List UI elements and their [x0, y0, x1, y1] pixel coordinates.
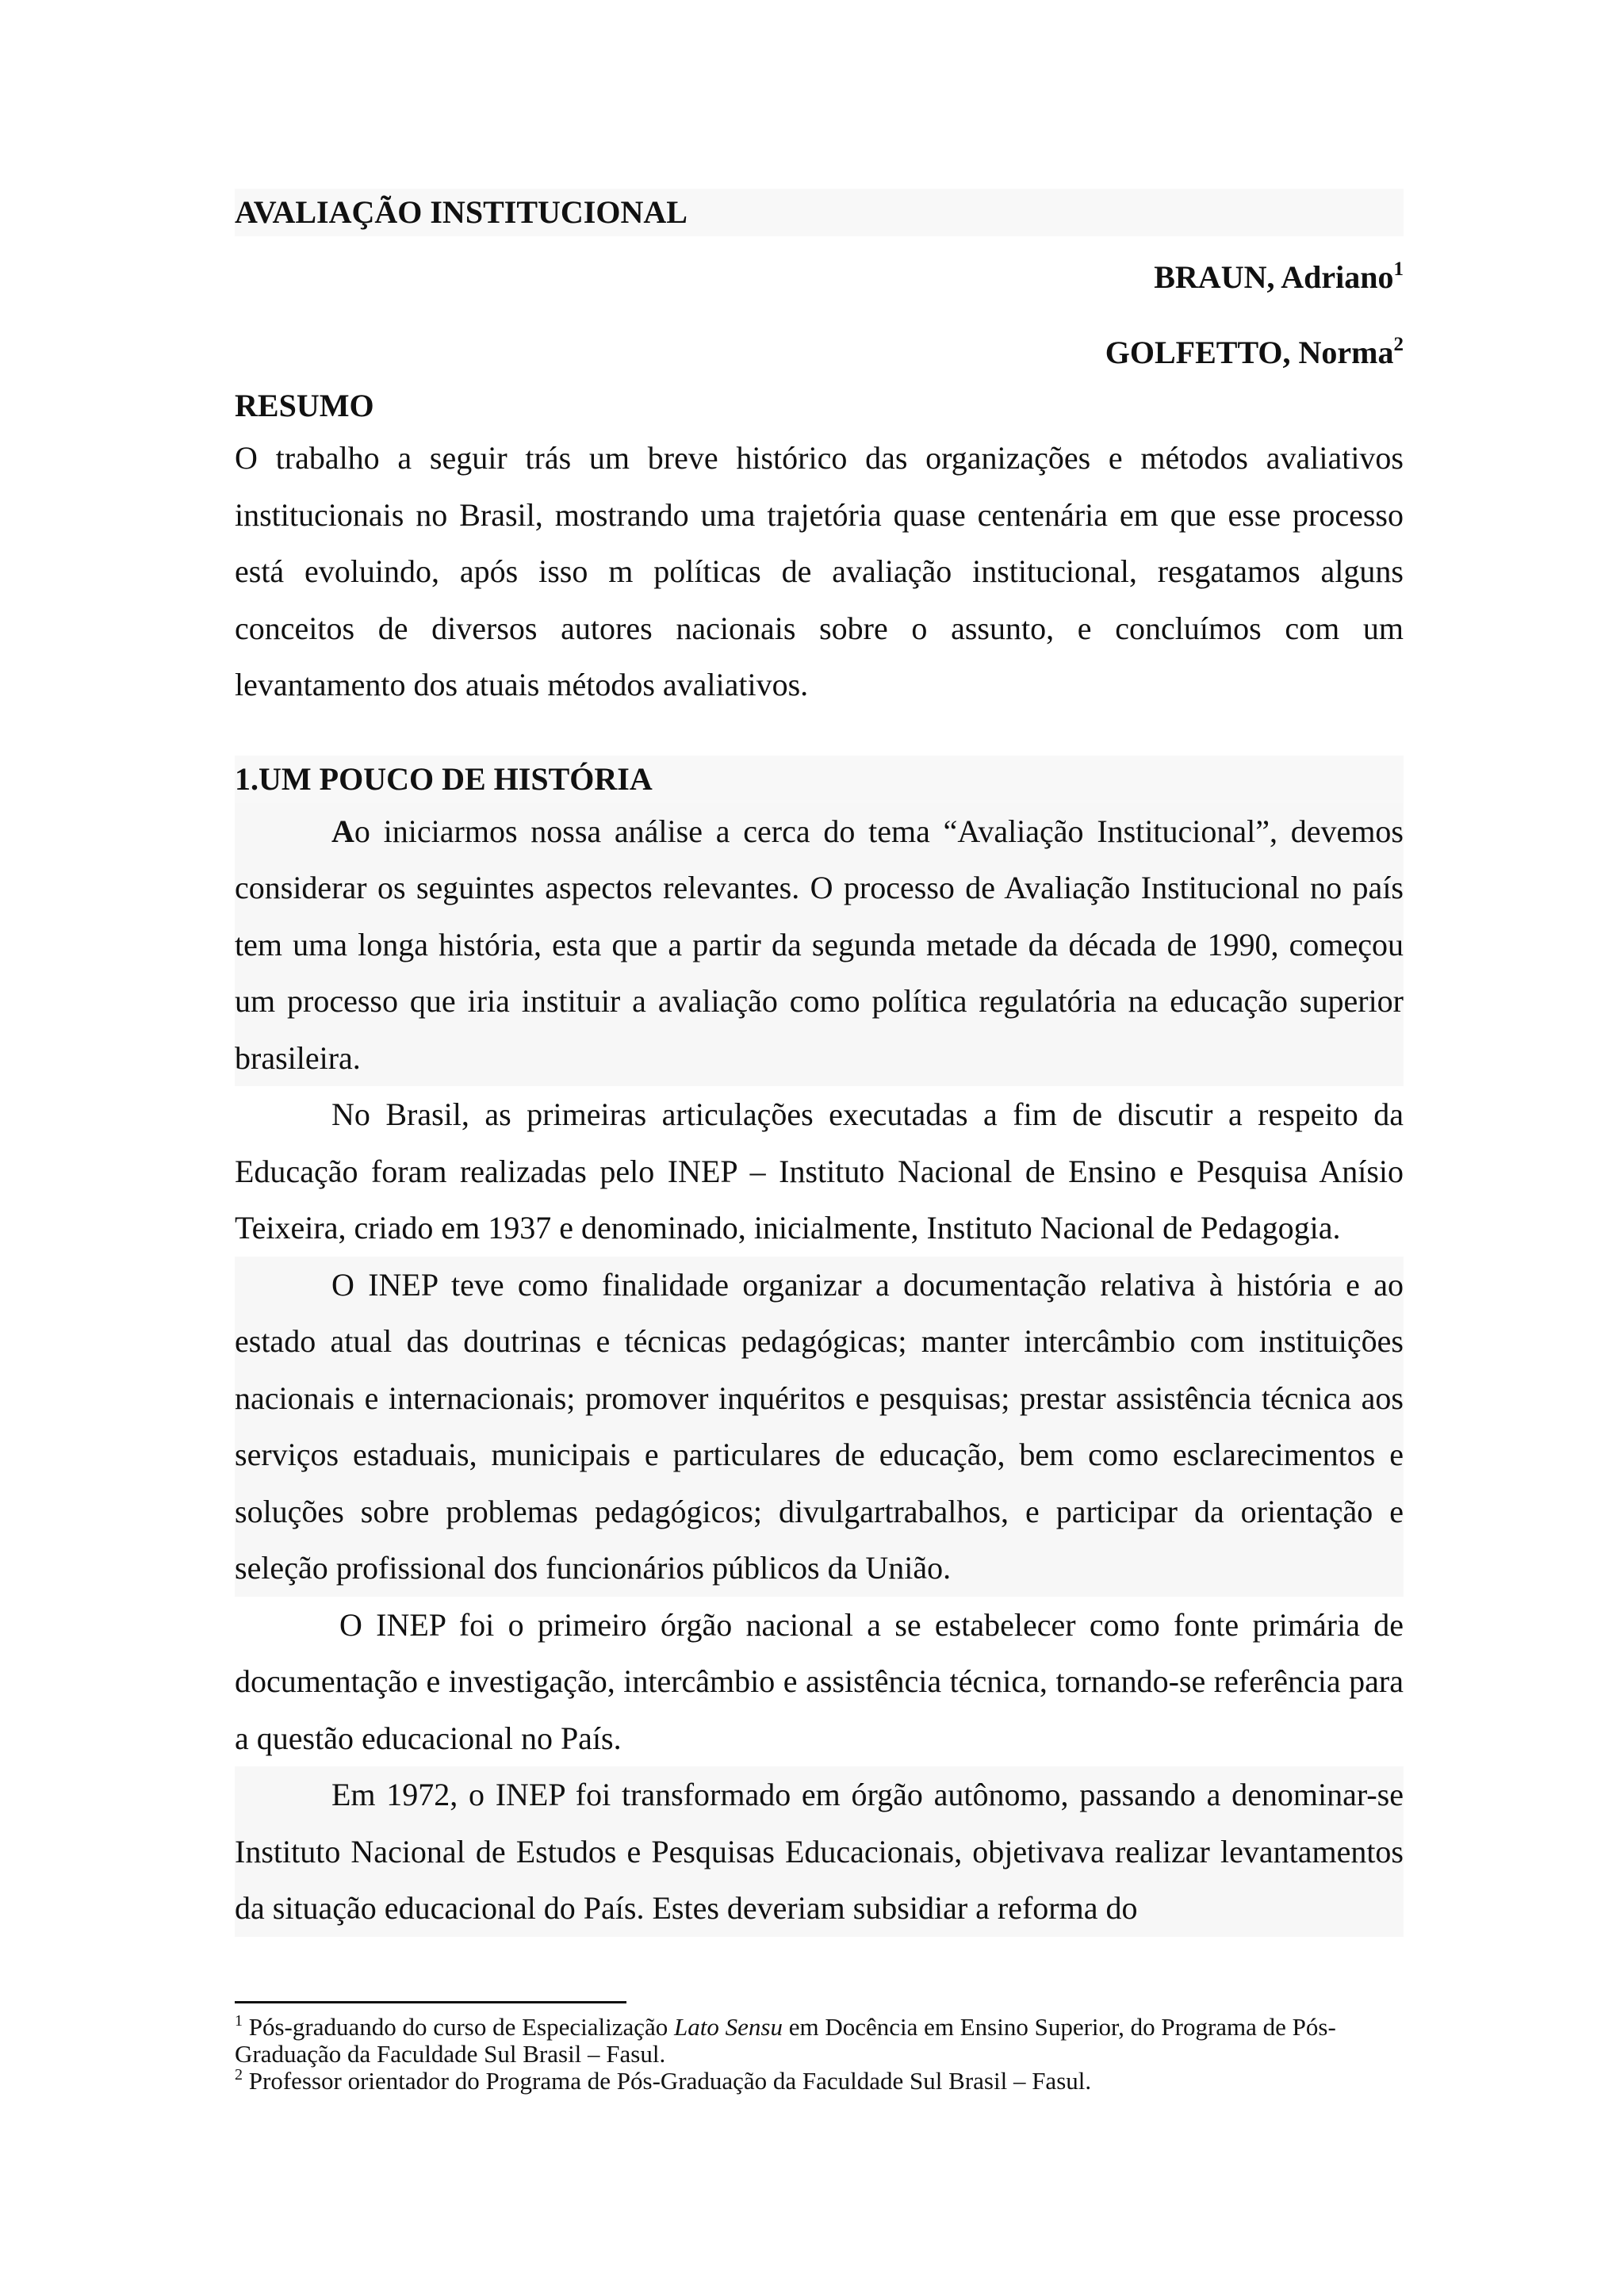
author-golfetto	[235, 334, 1404, 371]
paragraph-5: Em 1972, o INEP foi transformado em órgão autônomo, passando a denominar-se Instituto Nacional de Estudos e Pesquisas Educacionais, objetivava realizar levantamentos da situação educacional do País. Estes deveriam subsidiar a reforma do	[235, 1766, 1404, 1937]
footnote-text: em Docência em Ensino Superior, do Programa de Pós-Graduação da Faculdade Sul Brasil – Fasul.	[235, 2013, 1336, 2068]
footnote-italic: Lato Sensu	[674, 2013, 783, 2041]
footnote-number: 1	[235, 2012, 243, 2030]
footnote-text: Pós-graduando do curso de Especialização	[248, 2013, 675, 2041]
footnote-number: 2	[235, 2066, 243, 2084]
author-name: BRAUN, Adriano	[1154, 259, 1394, 295]
section-heading: 1.UM POUCO DE HISTÓRIA	[235, 756, 1404, 803]
footnote-1	[235, 2014, 1404, 2068]
footnote-2	[235, 2068, 1404, 2095]
author-braun	[235, 258, 1404, 296]
document-page	[235, 189, 1404, 1937]
document-title: AVALIAÇÃO INSTITUCIONAL	[235, 189, 1404, 236]
resumo-paragraph: O trabalho a seguir trás um breve histórico das organizações e métodos avaliativos institucionais no Brasil, mostrando uma trajetória quase centenária em que esse processo está evoluindo, após isso m políticas de avaliação institucional, resgatamos alguns conceitos de diversos autores nacionais sobre o assunto, e concluímos com um levantamento dos atuais métodos avaliativos.	[235, 440, 1404, 702]
footnote-ref[interactable]: 1	[1393, 258, 1404, 280]
paragraph-text: o iniciarmos nossa análise a cerca do tema “Avaliação Institucional”, devemos considerar os seguintes aspectos relevantes. O processo de Avaliação Institucional no país tem uma longa história, esta que a partir da segunda metade da década de 1990, começou um processo que iria instituir a avaliação como política regulatória na educação superior brasileira.	[235, 813, 1404, 1076]
paragraph-3: O INEP teve como finalidade organizar a documentação relativa à história e ao estado atual das doutrinas e técnicas pedagógicas; manter intercâmbio com instituições nacionais e internacionais; promover inquéritos e pesquisas; prestar assistência técnica aos serviços estaduais, municipais e particulares de educação, bem como esclarecimentos e soluções sobre problemas pedagógicos; divulgartrabalhos, e participar da orientação e seleção profissional dos funcionários públicos da União.	[235, 1257, 1404, 1597]
author-name: GOLFETTO, Norma	[1105, 335, 1394, 370]
footnotes	[235, 2014, 1404, 2095]
footnote-ref[interactable]: 2	[1393, 334, 1404, 355]
footnote-text: Professor orientador do Programa de Pós-Graduação da Faculdade Sul Brasil – Fasul.	[248, 2067, 1092, 2095]
paragraph-initial: A	[331, 813, 354, 849]
footnote-divider	[235, 2001, 626, 2003]
paragraph-2: No Brasil, as primeiras articulações executadas a fim de discutir a respeito da Educação foram realizadas pelo INEP – Instituto Nacional de Ensino e Pesquisa Anísio Teixeira, criado em 1937 e denominado, inicialmente, Instituto Nacional de Pedagogia.	[235, 1096, 1404, 1246]
resumo-heading: RESUMO	[235, 388, 374, 423]
paragraph-1	[235, 803, 1404, 1087]
paragraph-4: O INEP foi o primeiro órgão nacional a se estabelecer como fonte primária de documentação e investigação, intercâmbio e assistência técnica, tornando-se referência para a questão educacional no País.	[235, 1606, 1404, 1756]
